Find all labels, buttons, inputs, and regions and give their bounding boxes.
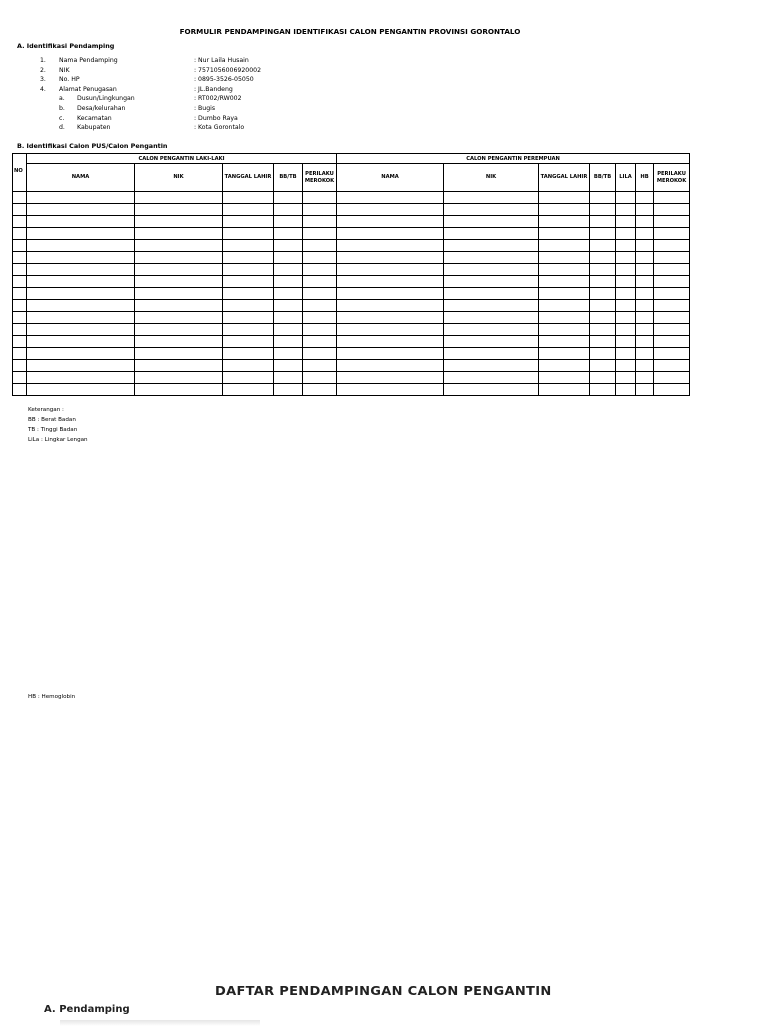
table-cell — [135, 336, 223, 348]
table-cell — [444, 288, 539, 300]
table-cell — [13, 324, 27, 336]
table-cell — [135, 264, 223, 276]
info-label: Kecamatan — [77, 114, 112, 122]
table-cell — [444, 240, 539, 252]
info-num: d. — [59, 124, 65, 132]
table-cell — [636, 252, 654, 264]
info-label: Kabupaten — [77, 124, 111, 132]
info-num: 4. — [40, 85, 46, 93]
table-cell — [27, 324, 135, 336]
table-cell — [616, 384, 636, 396]
table-cell — [274, 228, 303, 240]
table-cell — [303, 336, 337, 348]
table-cell — [654, 348, 690, 360]
table-cell — [223, 252, 274, 264]
table-cell — [27, 252, 135, 264]
table-cell — [13, 276, 27, 288]
table-cell — [654, 300, 690, 312]
table-cell — [590, 312, 616, 324]
info-value: : 0895-3526-05050 — [194, 76, 254, 84]
table-cell — [539, 216, 590, 228]
table-cell — [539, 264, 590, 276]
info-label: NIK — [59, 66, 70, 74]
table-cell — [616, 312, 636, 324]
table-cell — [135, 348, 223, 360]
table-cell — [636, 204, 654, 216]
info-label: No. HP — [59, 76, 80, 84]
table-cell — [590, 252, 616, 264]
table-cell — [303, 384, 337, 396]
info-label: Desa/kelurahan — [77, 104, 126, 112]
table-cell — [303, 228, 337, 240]
table-cell — [223, 228, 274, 240]
table-cell — [274, 300, 303, 312]
table-cell — [337, 192, 444, 204]
table-cell — [303, 324, 337, 336]
table-cell — [274, 372, 303, 384]
table-cell — [27, 192, 135, 204]
table-cell — [274, 264, 303, 276]
table-cell — [636, 324, 654, 336]
table-cell — [13, 252, 27, 264]
table-cell — [654, 216, 690, 228]
table-cell — [13, 192, 27, 204]
table-cell — [616, 372, 636, 384]
table-cell — [590, 264, 616, 276]
table-cell — [27, 288, 135, 300]
next-page-faded-text — [60, 1020, 260, 1026]
section-a-heading: A. Identifikasi Pendamping — [17, 42, 115, 50]
table-cell — [654, 228, 690, 240]
table-cell — [135, 372, 223, 384]
table-row — [13, 216, 690, 228]
table-cell — [636, 240, 654, 252]
info-label: Dusun/Lingkungan — [77, 95, 135, 103]
table-row — [13, 312, 690, 324]
table-cell — [444, 372, 539, 384]
table-cell — [539, 252, 590, 264]
col-female-nama: NAMA — [337, 164, 444, 192]
table-cell — [539, 288, 590, 300]
table-cell — [135, 216, 223, 228]
table-cell — [590, 348, 616, 360]
table-cell — [223, 372, 274, 384]
info-num: 2. — [40, 66, 46, 74]
table-cell — [616, 264, 636, 276]
table-cell — [13, 384, 27, 396]
table-cell — [337, 360, 444, 372]
table-cell — [616, 204, 636, 216]
table-cell — [539, 276, 590, 288]
table-cell — [444, 348, 539, 360]
col-female-merokok: PERILAKU MEROKOK — [654, 164, 690, 192]
notes-heading: Keterangan : — [28, 407, 64, 413]
table-cell — [636, 336, 654, 348]
table-cell — [337, 336, 444, 348]
table-cell — [654, 336, 690, 348]
table-row — [13, 276, 690, 288]
table-cell — [274, 276, 303, 288]
info-value: : JL.Bandeng — [194, 85, 233, 93]
notes — [28, 405, 88, 445]
info-value: : Dumbo Raya — [194, 114, 238, 122]
table-cell — [13, 348, 27, 360]
catin-table — [12, 153, 690, 396]
group-male-header: CALON PENGANTIN LAKI-LAKI — [27, 154, 337, 164]
col-male-merokok: PERILAKU MEROKOK — [303, 164, 337, 192]
table-cell — [27, 216, 135, 228]
info-num: 1. — [40, 57, 46, 64]
info-num: 3. — [40, 76, 46, 84]
table-cell — [303, 300, 337, 312]
table-cell — [444, 312, 539, 324]
table-row — [13, 192, 690, 204]
note-tb: TB : Tinggi Badan — [28, 427, 78, 433]
table-cell — [27, 300, 135, 312]
table-cell — [444, 252, 539, 264]
table-cell — [590, 360, 616, 372]
table-cell — [13, 312, 27, 324]
table-cell — [13, 240, 27, 252]
table-row — [13, 264, 690, 276]
table-cell — [337, 312, 444, 324]
table-cell — [636, 288, 654, 300]
table-cell — [274, 348, 303, 360]
table-cell — [337, 252, 444, 264]
table-cell — [223, 300, 274, 312]
table-cell — [274, 252, 303, 264]
table-cell — [654, 192, 690, 204]
table-cell — [636, 216, 654, 228]
table-cell — [539, 384, 590, 396]
table-cell — [616, 228, 636, 240]
table-cell — [223, 312, 274, 324]
table-cell — [539, 240, 590, 252]
table-cell — [135, 300, 223, 312]
table-cell — [444, 336, 539, 348]
table-cell — [654, 312, 690, 324]
table-cell — [337, 300, 444, 312]
table-body — [13, 192, 690, 396]
table-cell — [303, 264, 337, 276]
table-cell — [539, 336, 590, 348]
col-female-tanggal-lahir: TANGGAL LAHIR — [539, 164, 590, 192]
table-cell — [616, 276, 636, 288]
table-cell — [590, 384, 616, 396]
table-cell — [27, 312, 135, 324]
table-cell — [616, 216, 636, 228]
table-cell — [337, 216, 444, 228]
table-cell — [590, 336, 616, 348]
table-cell — [616, 300, 636, 312]
table-cell — [274, 216, 303, 228]
col-male-bbtb: BB/TB — [274, 164, 303, 192]
table-cell — [539, 228, 590, 240]
table-row — [13, 240, 690, 252]
table-cell — [27, 264, 135, 276]
table-cell — [654, 384, 690, 396]
table-cell — [274, 312, 303, 324]
group-female-header: CALON PENGANTIN PEREMPUAN — [337, 154, 690, 164]
table-cell — [135, 360, 223, 372]
col-female-hb: HB — [636, 164, 654, 192]
table-cell — [337, 372, 444, 384]
table-cell — [337, 288, 444, 300]
table-cell — [590, 204, 616, 216]
table-cell — [223, 288, 274, 300]
table-cell — [539, 360, 590, 372]
col-female-nik: NIK — [444, 164, 539, 192]
table-cell — [654, 264, 690, 276]
table-cell — [636, 228, 654, 240]
col-female-bbtb: BB/TB — [590, 164, 616, 192]
table-cell — [135, 324, 223, 336]
table-cell — [303, 252, 337, 264]
table-row — [13, 288, 690, 300]
table-cell — [444, 384, 539, 396]
table-cell — [223, 324, 274, 336]
table-cell — [616, 252, 636, 264]
table-cell — [223, 264, 274, 276]
table-cell — [13, 336, 27, 348]
table-cell — [27, 372, 135, 384]
table-cell — [303, 360, 337, 372]
table-row — [13, 348, 690, 360]
table-cell — [590, 216, 616, 228]
table-cell — [27, 228, 135, 240]
form-title: FORMULIR PENDAMPINGAN IDENTIFIKASI CALON PENGANTIN PROVINSI GORONTALO — [179, 27, 521, 36]
table-cell — [13, 372, 27, 384]
table-cell — [337, 264, 444, 276]
table-cell — [654, 288, 690, 300]
table-cell — [223, 384, 274, 396]
info-value: : Bugis — [194, 104, 216, 112]
table-cell — [444, 216, 539, 228]
table-cell — [223, 240, 274, 252]
table-cell — [636, 384, 654, 396]
table-cell — [444, 360, 539, 372]
table-cell — [13, 216, 27, 228]
table-cell — [444, 192, 539, 204]
table-cell — [654, 252, 690, 264]
table-cell — [27, 276, 135, 288]
table-cell — [654, 240, 690, 252]
table-cell — [135, 240, 223, 252]
table-cell — [223, 216, 274, 228]
info-num: b. — [59, 104, 65, 112]
table-cell — [636, 348, 654, 360]
info-num: a. — [59, 95, 65, 103]
table-cell — [590, 288, 616, 300]
table-cell — [303, 204, 337, 216]
table-row — [13, 252, 690, 264]
table-cell — [135, 192, 223, 204]
table-cell — [27, 348, 135, 360]
table-cell — [274, 336, 303, 348]
table-cell — [654, 324, 690, 336]
table-cell — [13, 264, 27, 276]
table-cell — [303, 216, 337, 228]
table-cell — [135, 204, 223, 216]
table-cell — [337, 324, 444, 336]
table-row — [13, 336, 690, 348]
table-cell — [616, 288, 636, 300]
table-cell — [223, 348, 274, 360]
table-cell — [337, 240, 444, 252]
table-cell — [27, 360, 135, 372]
table-cell — [337, 228, 444, 240]
table-cell — [539, 312, 590, 324]
table-cell — [636, 312, 654, 324]
note-hb: HB : Hemoglobin — [28, 694, 76, 700]
table-cell — [654, 204, 690, 216]
table-cell — [636, 300, 654, 312]
table-cell — [223, 360, 274, 372]
table-cell — [616, 324, 636, 336]
info-value: : 7571056006920002 — [194, 66, 262, 74]
info-label: Alamat Penugasan — [59, 85, 117, 93]
table-cell — [337, 348, 444, 360]
table-row — [13, 228, 690, 240]
table-cell — [616, 348, 636, 360]
table-cell — [303, 192, 337, 204]
table-cell — [616, 336, 636, 348]
table-cell — [444, 264, 539, 276]
table-cell — [590, 300, 616, 312]
table-cell — [444, 324, 539, 336]
table-cell — [27, 384, 135, 396]
table-cell — [274, 324, 303, 336]
table-cell — [27, 336, 135, 348]
table-cell — [27, 240, 135, 252]
table-row — [13, 300, 690, 312]
table-cell — [135, 228, 223, 240]
table-cell — [274, 384, 303, 396]
table-cell — [223, 336, 274, 348]
table-cell — [636, 192, 654, 204]
table-cell — [590, 372, 616, 384]
col-female-lila: LILA — [616, 164, 636, 192]
table-cell — [539, 324, 590, 336]
table-cell — [539, 348, 590, 360]
table-cell — [13, 360, 27, 372]
table-cell — [274, 240, 303, 252]
table-cell — [444, 228, 539, 240]
table-cell — [13, 204, 27, 216]
table-cell — [590, 276, 616, 288]
col-male-tanggal-lahir: TANGGAL LAHIR — [223, 164, 274, 192]
table-cell — [590, 192, 616, 204]
info-value: : RT002/RW002 — [194, 95, 242, 103]
table-cell — [13, 300, 27, 312]
table-cell — [654, 360, 690, 372]
table-cell — [223, 192, 274, 204]
table-cell — [274, 204, 303, 216]
info-num: c. — [59, 114, 65, 122]
table-cell — [539, 204, 590, 216]
info-value: : Kota Gorontalo — [194, 124, 245, 132]
table-cell — [135, 384, 223, 396]
next-page-section: A. Pendamping — [44, 1004, 130, 1015]
table-cell — [616, 360, 636, 372]
note-lila: LiLa : Lingkar Lengan — [28, 437, 88, 443]
table-cell — [274, 360, 303, 372]
table-cell — [303, 372, 337, 384]
table-cell — [303, 288, 337, 300]
table-cell — [636, 360, 654, 372]
table-cell — [636, 372, 654, 384]
table-cell — [303, 276, 337, 288]
table-cell — [303, 240, 337, 252]
table-row — [13, 360, 690, 372]
table-cell — [13, 288, 27, 300]
table-cell — [337, 276, 444, 288]
table-cell — [636, 276, 654, 288]
table-row — [13, 204, 690, 216]
table-cell — [444, 276, 539, 288]
table-cell — [590, 240, 616, 252]
info-label: Nama Pendamping — [59, 57, 118, 64]
table-cell — [274, 288, 303, 300]
col-male-nama: NAMA — [27, 164, 135, 192]
table-cell — [13, 228, 27, 240]
table-cell — [135, 312, 223, 324]
table-cell — [303, 312, 337, 324]
table-cell — [616, 240, 636, 252]
table-cell — [590, 324, 616, 336]
table-cell — [636, 264, 654, 276]
table-cell — [444, 300, 539, 312]
table-cell — [27, 204, 135, 216]
section-b-heading: B. Identifikasi Calon PUS/Calon Pengantin — [17, 142, 168, 150]
table-row — [13, 372, 690, 384]
table-cell — [135, 276, 223, 288]
next-page-title: DAFTAR PENDAMPINGAN CALON PENGANTIN — [215, 984, 552, 999]
table-row — [13, 324, 690, 336]
table-cell — [337, 384, 444, 396]
table-cell — [135, 252, 223, 264]
note-bb: BB : Berat Badan — [28, 417, 76, 423]
table-cell — [135, 288, 223, 300]
table-cell — [274, 192, 303, 204]
info-value: : Nur Laila Husain — [194, 57, 249, 64]
table-cell — [654, 372, 690, 384]
table-cell — [337, 204, 444, 216]
col-no-header: NO — [13, 154, 27, 192]
table-cell — [303, 348, 337, 360]
table-cell — [223, 276, 274, 288]
table-row — [13, 384, 690, 396]
table-cell — [223, 204, 274, 216]
col-male-nik: NIK — [135, 164, 223, 192]
table-cell — [539, 192, 590, 204]
table-cell — [539, 300, 590, 312]
table-cell — [590, 228, 616, 240]
table-cell — [616, 192, 636, 204]
table-cell — [539, 372, 590, 384]
table-cell — [654, 276, 690, 288]
table-cell — [444, 204, 539, 216]
